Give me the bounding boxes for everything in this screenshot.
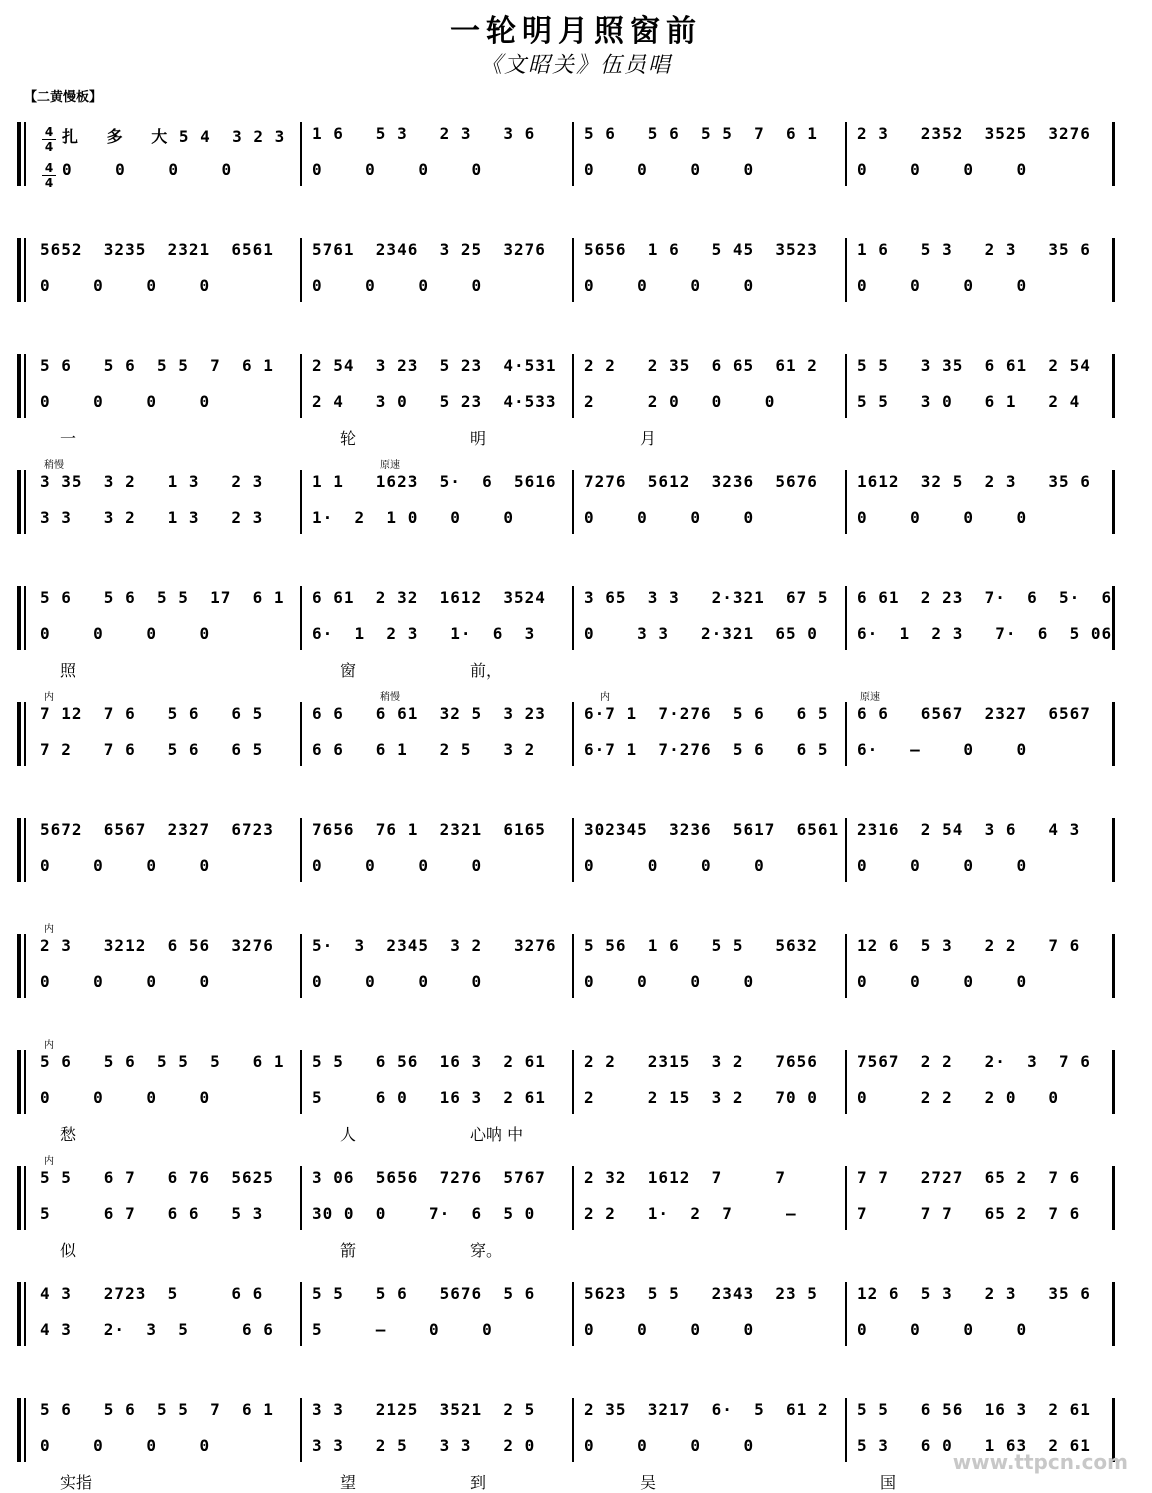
- barline: [300, 1282, 302, 1346]
- measure-top-notes: 5 5 6 7 6 76 5625: [40, 1168, 274, 1187]
- lyric-syllable: 愁: [60, 1125, 77, 1144]
- measure-top-notes: 1 1 1623 5· 6 5616: [312, 472, 557, 491]
- measure-bottom-notes: 0 0 0 0: [857, 856, 1028, 875]
- measure-top-notes: 2 35 3217 6· 5 61 2: [584, 1400, 829, 1419]
- lyric-syllable: 明: [470, 429, 487, 448]
- measure-top-notes: 6 61 2 23 7· 6 5· 6: [857, 588, 1113, 607]
- performance-mark: 内: [44, 1040, 54, 1051]
- barline: [572, 818, 574, 882]
- system-bracket-line: [24, 586, 26, 650]
- measure-top-notes: 3 06 5656 7276 5767: [312, 1168, 546, 1187]
- measure-bottom-notes: 5 6 7 6 6 5 3: [40, 1204, 264, 1223]
- measure-bottom-notes: 0 0 0 0: [40, 1088, 211, 1107]
- measure-bottom-notes: 6· 1 2 3 7· 6 5 06: [857, 624, 1113, 643]
- measure-bottom-notes: 0 0 0 0: [584, 856, 765, 875]
- system-bracket-line: [24, 354, 26, 418]
- measure-bottom-notes: 6· — 0 0: [857, 740, 1028, 759]
- measure-bottom-notes: 0 0 0 0: [312, 972, 483, 991]
- system-bracket-line: [24, 470, 26, 534]
- system-bracket: [17, 934, 21, 998]
- measure-top-notes: 2 3 2352 3525 3276: [857, 124, 1091, 143]
- score-system: [0, 112, 1152, 202]
- measure-bottom-notes: 30 0 0 7· 6 5 0: [312, 1204, 536, 1223]
- performance-mark: 稍慢: [380, 692, 400, 703]
- barline: [572, 702, 574, 766]
- lyric-syllable: 吴: [640, 1473, 657, 1492]
- score-system: [0, 460, 1152, 550]
- system-bracket: [17, 238, 21, 302]
- measure-bottom-notes: 0 0 0 0: [857, 276, 1028, 295]
- measure-top-notes: 1612 32 5 2 3 35 6: [857, 472, 1091, 491]
- barline: [572, 586, 574, 650]
- barline: [845, 702, 847, 766]
- measure-top-notes: 5 5 5 6 5676 5 6: [312, 1284, 536, 1303]
- lyric-syllable: 轮: [340, 429, 357, 448]
- barline: [845, 1282, 847, 1346]
- measure-bottom-notes: 0 0 0 0: [857, 972, 1028, 991]
- measure-bottom-notes: 0 0 0 0: [857, 508, 1028, 527]
- measure-top-notes: 5 6 5 6 5 5 5 6 1: [40, 1052, 285, 1071]
- lyric-syllable: 照: [60, 661, 77, 680]
- measure-bottom-notes: 0 0 0 0: [40, 276, 211, 295]
- measure-bottom-notes: 0 0 0 0: [40, 624, 211, 643]
- barline: [300, 934, 302, 998]
- measure-top-notes: 5 6 5 6 5 5 7 6 1: [584, 124, 818, 143]
- measure-bottom-notes: 0 0 0 0: [40, 972, 211, 991]
- measure-bottom-notes: 7 7 7 65 2 7 6: [857, 1204, 1081, 1223]
- score-title: 一轮明月照窗前: [450, 14, 702, 49]
- system-bracket-line: [24, 1166, 26, 1230]
- measure-bottom-notes: 0 0 0 0: [312, 276, 483, 295]
- barline: [845, 238, 847, 302]
- measure-bottom-notes: 0 0 0 0: [584, 1436, 755, 1455]
- system-bracket-line: [24, 702, 26, 766]
- barline: [1112, 586, 1115, 650]
- measure-top-notes: 4 3 2723 5 6 6: [40, 1284, 264, 1303]
- barline: [300, 470, 302, 534]
- system-bracket: [17, 354, 21, 418]
- measure-top-notes: 7 12 7 6 5 6 6 5: [40, 704, 264, 723]
- measure-bottom-notes: 0 0 0 0: [40, 856, 211, 875]
- barline: [1112, 818, 1115, 882]
- measure-top-notes: 5 56 1 6 5 5 5632: [584, 936, 818, 955]
- measure-top-notes: 7276 5612 3236 5676: [584, 472, 818, 491]
- measure-bottom-notes: 3 3 3 2 1 3 2 3: [40, 508, 264, 527]
- measure-bottom-notes: 2 2 0 0 0: [584, 392, 776, 411]
- score-system: [0, 1272, 1152, 1362]
- time-signature-top: 4: [44, 161, 54, 175]
- lyric-syllable: 望: [340, 1473, 357, 1492]
- measure-bottom-notes: 0 0 0 0: [584, 508, 755, 527]
- performance-mark: 内: [600, 692, 610, 703]
- barline: [300, 238, 302, 302]
- barline: [845, 354, 847, 418]
- measure-top-notes: 7567 2 2 2· 3 7 6: [857, 1052, 1091, 1071]
- barline: [845, 934, 847, 998]
- measure-top-notes: 1 6 5 3 2 3 3 6: [312, 124, 536, 143]
- measure-bottom-notes: 0 0 0 0: [584, 276, 755, 295]
- barline: [845, 586, 847, 650]
- score-system: [0, 344, 1152, 448]
- barline: [1112, 1050, 1115, 1114]
- barline: [572, 1050, 574, 1114]
- system-bracket-line: [24, 122, 26, 186]
- performance-mark: 原速: [380, 460, 400, 471]
- measure-top-notes: 5672 6567 2327 6723: [40, 820, 274, 839]
- measure-top-notes: 5761 2346 3 25 3276: [312, 240, 546, 259]
- measure-bottom-notes: 2 2 1· 2 7 —: [584, 1204, 797, 1223]
- barline: [300, 1050, 302, 1114]
- measure-bottom-notes: 0 0 0 0: [584, 160, 755, 179]
- barline: [572, 470, 574, 534]
- measure-top-notes: 5652 3235 2321 6561: [40, 240, 274, 259]
- measure-bottom-notes: 2 2 15 3 2 70 0: [584, 1088, 818, 1107]
- measure-top-notes: 5 5 3 35 6 61 2 54: [857, 356, 1091, 375]
- measure-top-notes: 2316 2 54 3 6 4 3: [857, 820, 1081, 839]
- measure-top-notes: 5 6 5 6 5 5 7 6 1: [40, 356, 274, 375]
- performance-mark: 内: [44, 1156, 54, 1167]
- barline: [300, 354, 302, 418]
- measure-top-notes: 6 61 2 32 1612 3524: [312, 588, 546, 607]
- barline: [572, 1398, 574, 1462]
- measure-top-notes: 5 6 5 6 5 5 17 6 1: [40, 588, 285, 607]
- barline: [845, 122, 847, 186]
- measure-top-notes: 2 54 3 23 5 23 4·531: [312, 356, 557, 375]
- lyric-syllable: 箭: [340, 1241, 357, 1260]
- measure-bottom-notes: 5 5 3 0 6 1 2 4: [857, 392, 1081, 411]
- barline: [845, 1166, 847, 1230]
- measure-top-notes: 6·7 1 7·276 5 6 6 5: [584, 704, 829, 723]
- system-bracket: [17, 122, 21, 186]
- measure-bottom-notes: 0 0 0 0: [857, 1320, 1028, 1339]
- performance-mark: 稍慢: [44, 460, 64, 471]
- barline: [1112, 470, 1115, 534]
- barline: [572, 1282, 574, 1346]
- measure-bottom-notes: 0 0 0 0: [584, 972, 755, 991]
- system-bracket-line: [24, 238, 26, 302]
- measure-bottom-notes: 4 3 2· 3 5 6 6: [40, 1320, 274, 1339]
- measure-top-notes: 3 65 3 3 2·321 67 5: [584, 588, 829, 607]
- measure-bottom-notes: 7 2 7 6 5 6 6 5: [40, 740, 264, 759]
- system-bracket: [17, 470, 21, 534]
- score-system: [0, 692, 1152, 782]
- measure-bottom-notes: 0 0 0 0: [312, 160, 483, 179]
- measure-top-notes: 5 6 5 6 5 5 7 6 1: [40, 1400, 274, 1419]
- measure-bottom-notes: 3 3 2 5 3 3 2 0: [312, 1436, 536, 1455]
- system-bracket-line: [24, 1050, 26, 1114]
- measure-top-notes: 6 6 6567 2327 6567: [857, 704, 1091, 723]
- system-bracket: [17, 1282, 21, 1346]
- measure-top-notes: 12 6 5 3 2 2 7 6: [857, 936, 1081, 955]
- measure-top-notes: 扎 多 大 5 4 3 2 3: [62, 127, 286, 146]
- barline: [300, 1398, 302, 1462]
- barline: [572, 354, 574, 418]
- barline: [572, 934, 574, 998]
- barline: [300, 1166, 302, 1230]
- tempo-marking: 【二黄慢板】: [24, 90, 103, 105]
- measure-bottom-notes: 6·7 1 7·276 5 6 6 5: [584, 740, 829, 759]
- measure-top-notes: 5656 1 6 5 45 3523: [584, 240, 818, 259]
- barline: [845, 818, 847, 882]
- measure-bottom-notes: 6 6 6 1 2 5 3 2: [312, 740, 536, 759]
- system-bracket-line: [24, 818, 26, 882]
- time-signature: [42, 162, 56, 189]
- score-system: [0, 1040, 1152, 1144]
- measure-bottom-notes: 0 0 0 0: [40, 1436, 211, 1455]
- barline: [300, 586, 302, 650]
- barline: [1112, 354, 1115, 418]
- performance-mark: 内: [44, 692, 54, 703]
- barline: [1112, 1282, 1115, 1346]
- measure-top-notes: 5· 3 2345 3 2 3276: [312, 936, 557, 955]
- measure-top-notes: 5 5 6 56 16 3 2 61: [312, 1052, 546, 1071]
- score-subtitle: 《文昭关》伍员唱: [479, 53, 672, 78]
- system-bracket-line: [24, 934, 26, 998]
- barline: [1112, 702, 1115, 766]
- system-bracket: [17, 818, 21, 882]
- system-bracket: [17, 702, 21, 766]
- system-bracket-line: [24, 1398, 26, 1462]
- measure-top-notes: 6 6 6 61 32 5 3 23: [312, 704, 546, 723]
- measure-bottom-notes: 5 — 0 0: [312, 1320, 493, 1339]
- measure-top-notes: 2 3 3212 6 56 3276: [40, 936, 274, 955]
- lyric-syllable: 心呐 中: [470, 1125, 524, 1144]
- measure-top-notes: 7656 76 1 2321 6165: [312, 820, 546, 839]
- barline: [845, 1398, 847, 1462]
- system-bracket-line: [24, 1282, 26, 1346]
- score-system: [0, 808, 1152, 898]
- lyric-syllable: 到: [470, 1473, 487, 1492]
- measure-bottom-notes: 5 3 6 0 1 63 2 61: [857, 1436, 1091, 1455]
- lyric-syllable: 实指: [60, 1473, 93, 1492]
- measure-bottom-notes: 0 0 0 0: [857, 160, 1028, 179]
- time-signature-bottom: 4: [44, 176, 54, 190]
- measure-bottom-notes: 0 0 0 0: [584, 1320, 755, 1339]
- score-system: [0, 576, 1152, 680]
- measure-top-notes: 2 2 2 35 6 65 61 2: [584, 356, 818, 375]
- lyric-syllable: 人: [340, 1125, 357, 1144]
- lyric-syllable: 前，: [470, 661, 503, 680]
- score-system: [0, 1156, 1152, 1260]
- lyric-syllable: 一: [60, 429, 77, 448]
- lyric-syllable: 月: [640, 429, 657, 448]
- system-bracket: [17, 1166, 21, 1230]
- barline: [300, 818, 302, 882]
- measure-bottom-notes: 0 0 0 0: [312, 856, 483, 875]
- barline: [1112, 122, 1115, 186]
- measure-top-notes: 3 3 2125 3521 2 5: [312, 1400, 536, 1419]
- watermark: www.ttpcn.com: [952, 1450, 1128, 1474]
- system-bracket: [17, 1050, 21, 1114]
- barline: [1112, 934, 1115, 998]
- measure-top-notes: 302345 3236 5617 6561: [584, 820, 840, 839]
- measure-bottom-notes: 5 6 0 16 3 2 61: [312, 1088, 546, 1107]
- measure-bottom-notes: 0 2 2 2 0 0: [857, 1088, 1060, 1107]
- system-bracket: [17, 586, 21, 650]
- lyric-syllable: 国: [880, 1473, 897, 1492]
- measure-top-notes: 5 5 6 56 16 3 2 61: [857, 1400, 1091, 1419]
- score-system: [0, 228, 1152, 318]
- measure-bottom-notes: 0 0 0 0: [62, 160, 233, 179]
- measure-bottom-notes: 1· 2 1 0 0 0: [312, 508, 515, 527]
- measure-top-notes: 2 32 1612 7 7: [584, 1168, 787, 1187]
- score-system: [0, 924, 1152, 1014]
- measure-bottom-notes: 0 3 3 2·321 65 0: [584, 624, 818, 643]
- measure-top-notes: 5623 5 5 2343 23 5: [584, 1284, 818, 1303]
- barline: [300, 122, 302, 186]
- barline: [1112, 238, 1115, 302]
- barline: [572, 1166, 574, 1230]
- measure-top-notes: 1 6 5 3 2 3 35 6: [857, 240, 1091, 259]
- time-signature-bottom: 4: [44, 140, 54, 154]
- time-signature: [42, 126, 56, 153]
- system-bracket: [17, 1398, 21, 1462]
- measure-bottom-notes: 0 0 0 0: [40, 392, 211, 411]
- measure-top-notes: 3 35 3 2 1 3 2 3: [40, 472, 264, 491]
- barline: [572, 122, 574, 186]
- measure-top-notes: 2 2 2315 3 2 7656: [584, 1052, 818, 1071]
- barline: [1112, 1166, 1115, 1230]
- time-signature-top: 4: [44, 125, 54, 139]
- performance-mark: 内: [44, 924, 54, 935]
- barline: [845, 1050, 847, 1114]
- barline: [845, 470, 847, 534]
- barline: [572, 238, 574, 302]
- measure-bottom-notes: 6· 1 2 3 1· 6 3: [312, 624, 536, 643]
- performance-mark: 原速: [860, 692, 880, 703]
- measure-top-notes: 12 6 5 3 2 3 35 6: [857, 1284, 1091, 1303]
- measure-bottom-notes: 2 4 3 0 5 23 4·533: [312, 392, 557, 411]
- lyric-syllable: 穿。: [470, 1241, 503, 1260]
- barline: [300, 702, 302, 766]
- lyric-syllable: 似: [60, 1241, 77, 1260]
- lyric-syllable: 窗: [340, 661, 357, 680]
- measure-top-notes: 7 7 2727 65 2 7 6: [857, 1168, 1081, 1187]
